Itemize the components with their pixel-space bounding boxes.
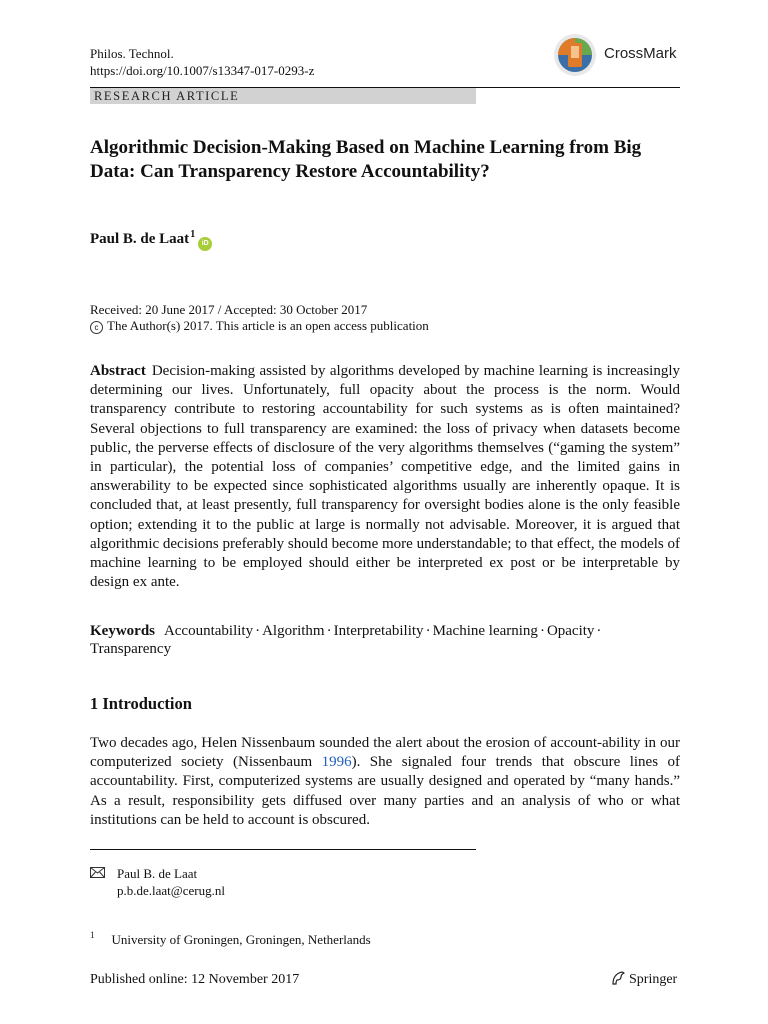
article-type: RESEARCH ARTICLE bbox=[94, 89, 240, 103]
author-name[interactable]: Paul B. de Laat bbox=[90, 231, 190, 247]
author-line bbox=[90, 229, 212, 251]
copyright-icon: c bbox=[90, 321, 103, 334]
crossmark-label: CrossMark bbox=[604, 45, 677, 62]
orcid-icon[interactable]: iD bbox=[198, 237, 212, 251]
copyright-line bbox=[90, 318, 429, 334]
received-accepted: Received: 20 June 2017 / Accepted: 30 October 2017 bbox=[90, 302, 368, 317]
crossmark-icon bbox=[552, 32, 598, 78]
keyword-separator: · bbox=[326, 623, 332, 639]
springer-horse-icon bbox=[610, 970, 626, 986]
citation-link[interactable]: 1996 bbox=[321, 754, 352, 771]
publisher-logo bbox=[610, 970, 677, 988]
abstract-label: Abstract bbox=[90, 363, 146, 379]
article-dates bbox=[90, 302, 429, 334]
keyword-item: Interpretability bbox=[333, 623, 424, 639]
abstract bbox=[90, 362, 680, 592]
keyword-item: Algorithm bbox=[262, 623, 325, 639]
intro-paragraph bbox=[90, 734, 680, 830]
section-heading: 1 Introduction bbox=[90, 694, 192, 713]
affiliation-mark: 1 bbox=[90, 930, 95, 940]
publisher-name: Springer bbox=[629, 972, 678, 987]
article-type-bar bbox=[90, 88, 476, 104]
keyword-separator: · bbox=[596, 623, 602, 639]
crossmark-badge[interactable] bbox=[552, 32, 682, 78]
contact-email[interactable]: p.b.de.laat@cerug.nl bbox=[117, 883, 225, 898]
keyword-separator: · bbox=[255, 623, 261, 639]
keywords bbox=[90, 622, 680, 658]
keyword-separator: · bbox=[425, 623, 431, 639]
intro-text-end: ). She signaled four trends that obscure lines of accountability. First, computerized systems are usually designed and operated by “many hands.” As a result, responsibility gets diffused over many parties and an analysis of who or what institutions can be held to account is obscured. bbox=[90, 754, 680, 828]
keyword-item: Accountability bbox=[163, 623, 254, 639]
copyright-text: The Author(s) 2017. This article is an open access publication bbox=[107, 318, 429, 333]
keyword-item: Machine learning bbox=[432, 623, 538, 639]
keywords-label: Keywords bbox=[90, 623, 155, 639]
envelope-icon bbox=[90, 867, 105, 878]
keyword-separator: · bbox=[539, 623, 545, 639]
abstract-text: Decision-making assisted by algorithms developed by machine learning is increasingly determining our lives. Unfortunately, full opacity about the process is the norm. Would transparency contribute to restoring accountability for such systems as is often maintained? Several objections to full transparency are examined: the loss of privacy when datasets become public, the perverse effects of disclosure of the very algorithms themselves (“gaming the system” in particular), the potential loss of companies’ competitive edge, and the limited gains in answerability to be expected since sophisticated algorithms usually are inherently opaque. It is concluded that, at least presently, full transparency for oversight bodies alone is the only feasible option; extending it to the public at large is normally not advisable. Moreover, it is argued that algorithmic decisions preferably should become more understandable; to that effect, the models of machine learning to be employed should either be interpreted ex post or be interpretable by design ex ante. bbox=[90, 363, 680, 591]
intro-text-start: Two decades ago, Helen Nissenbaum sounded the alert about the erosion of account-ability in our computerized society (Nissenbaum bbox=[90, 735, 680, 771]
contact-name: Paul B. de Laat bbox=[117, 866, 198, 881]
affiliation-footnote bbox=[90, 930, 371, 948]
journal-doi[interactable]: https://doi.org/10.1007/s13347-017-0293-z bbox=[90, 63, 315, 78]
article-title: Algorithmic Decision-Making Based on Machine Learning from Big Data: Can Transparency Restore Accountability? bbox=[90, 137, 642, 182]
footnote-rule bbox=[90, 849, 476, 850]
journal-name: Philos. Technol. bbox=[90, 46, 174, 61]
keyword-item: Transparency bbox=[90, 641, 172, 657]
keyword-item: Opacity bbox=[546, 623, 595, 639]
affiliation-text: University of Groningen, Groningen, Netherlands bbox=[111, 932, 371, 947]
published-date: Published online: 12 November 2017 bbox=[90, 972, 300, 987]
author-affiliation-mark: 1 bbox=[190, 229, 196, 240]
journal-header bbox=[90, 45, 314, 79]
